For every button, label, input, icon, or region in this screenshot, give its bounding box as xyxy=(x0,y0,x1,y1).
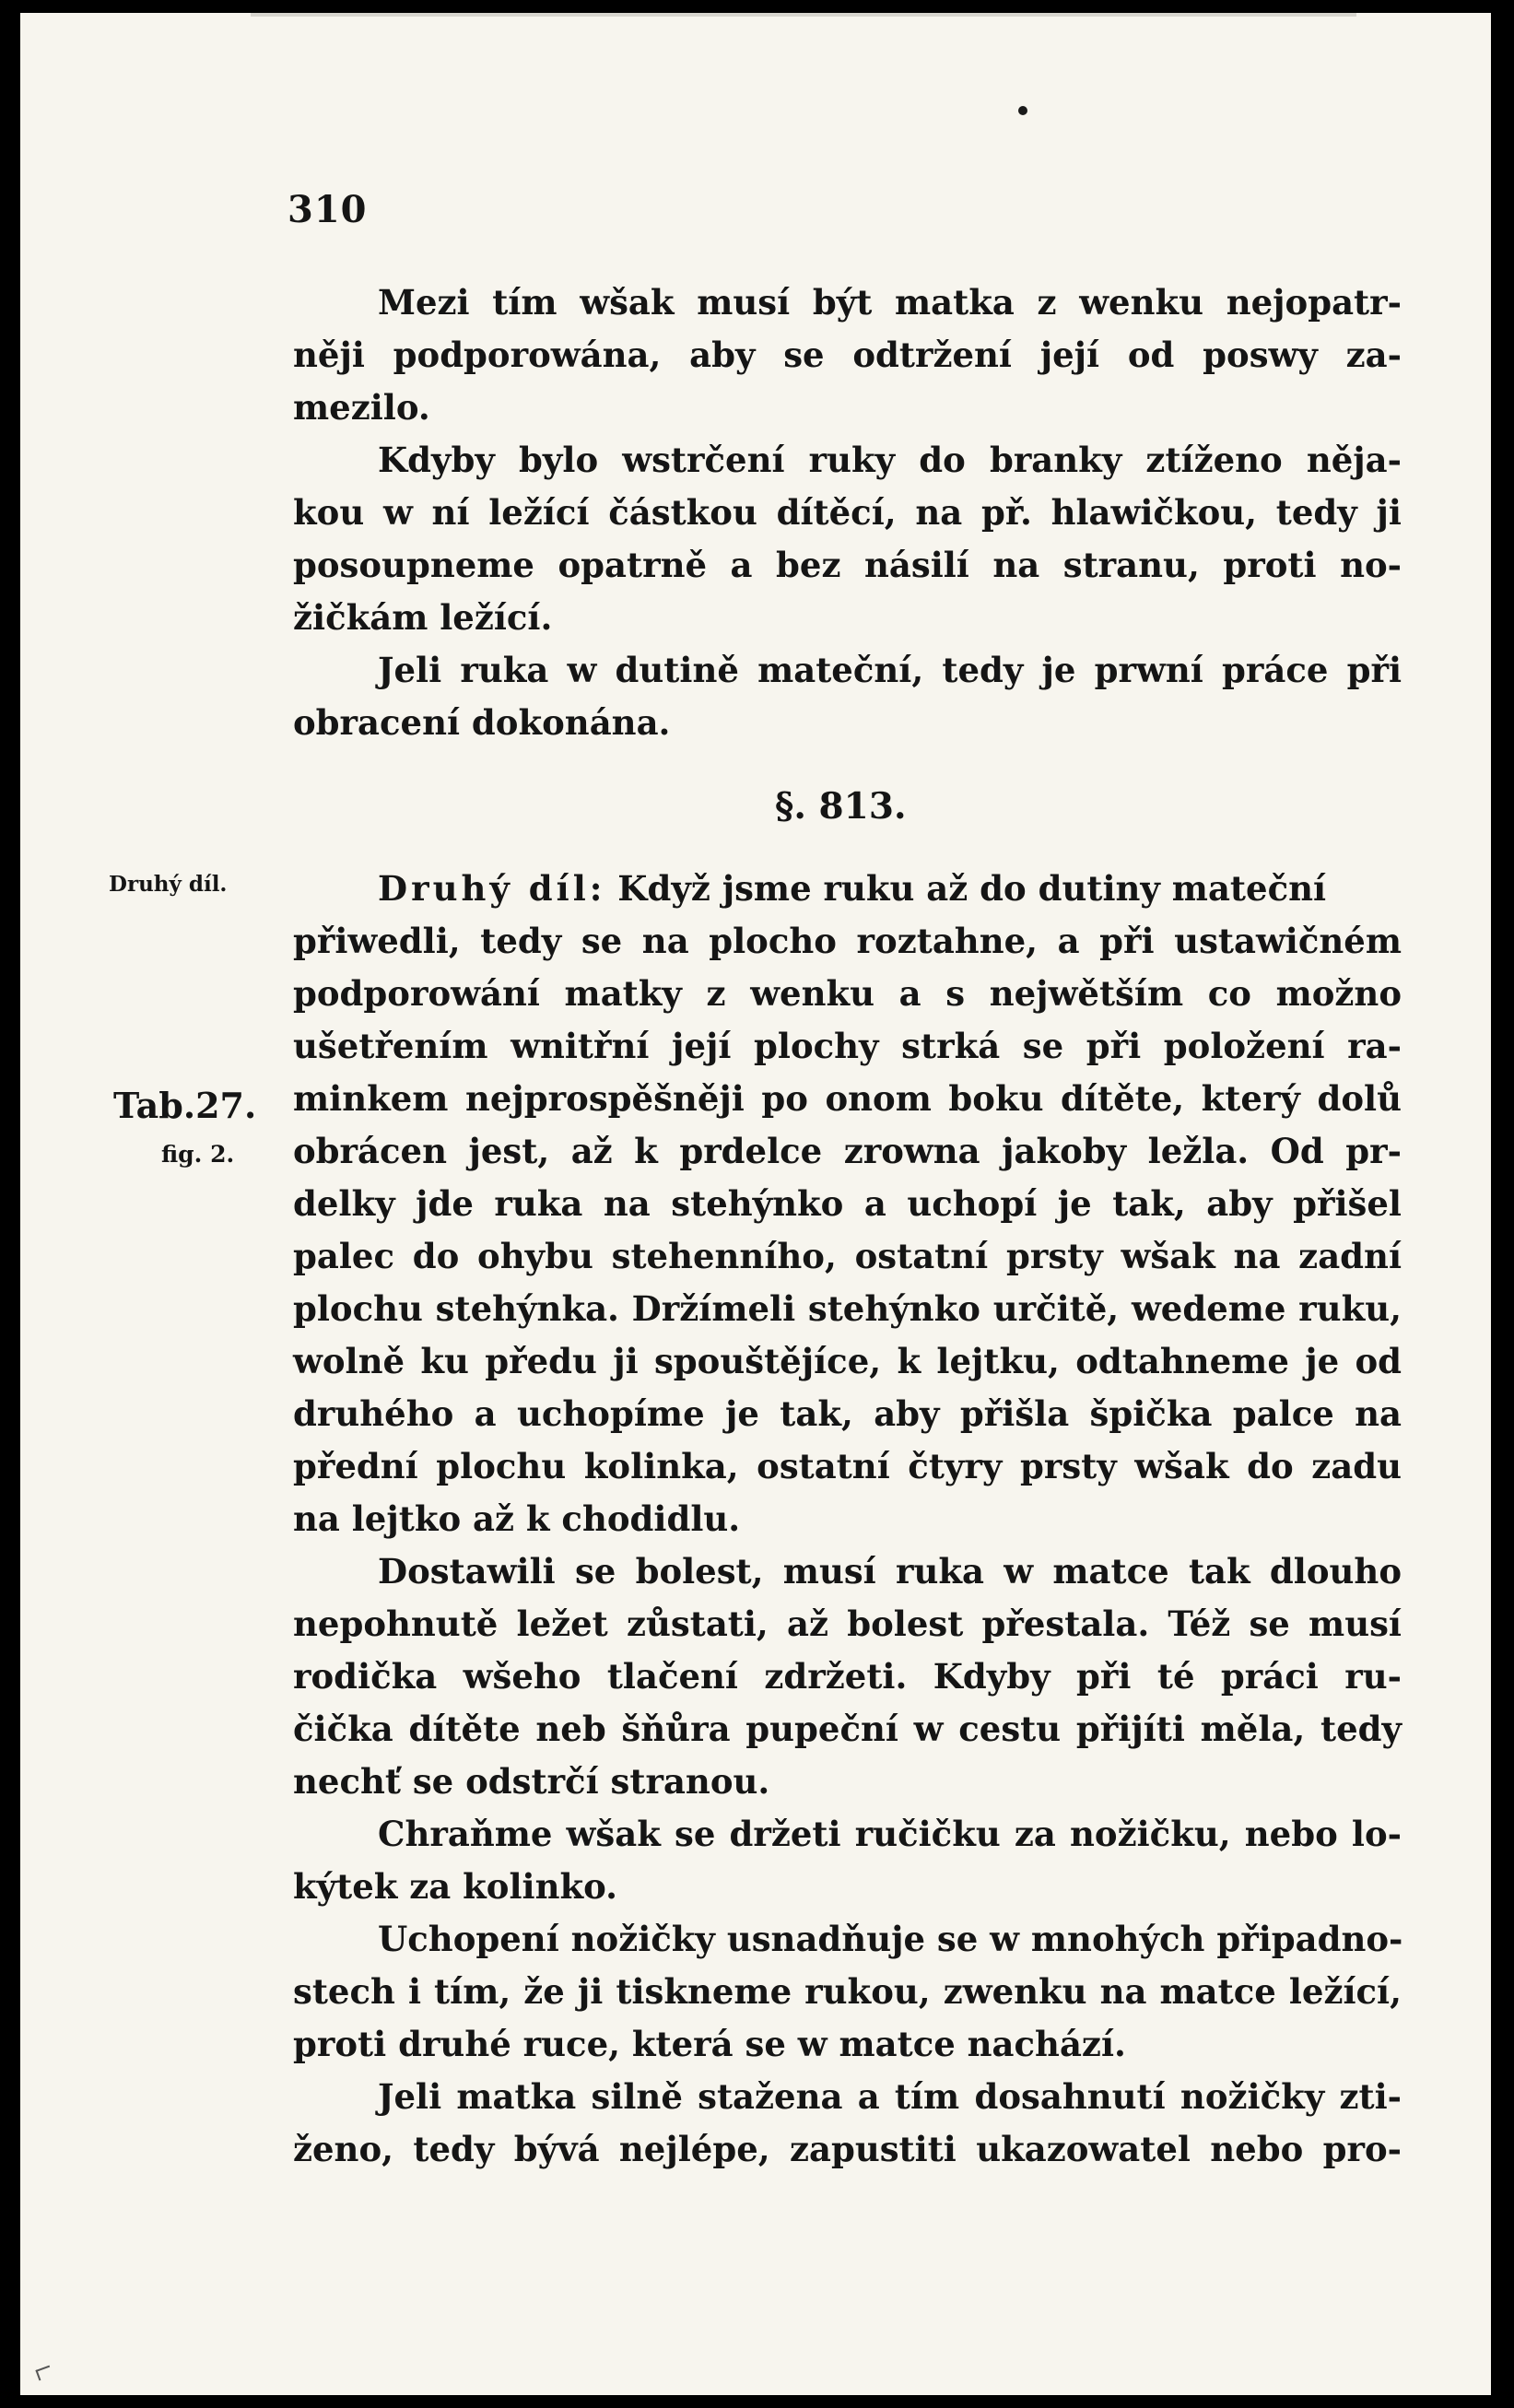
text-line: Jeli ruka w dutině mateční, tedy je prwní práce při xyxy=(378,650,1402,690)
text-line: kýtek za kolinko. xyxy=(293,1866,618,1907)
text-line: druhého a uchopíme je tak, aby přišla špička palce na xyxy=(293,1393,1402,1434)
text-line: stech i tím, že ji tiskneme rukou, zwenku na matce ležící, xyxy=(293,1971,1402,2012)
text-line: ušetřením wnitřní její plochy strká se při položení ra- xyxy=(293,1026,1402,1066)
text-line: rodička wšeho tlačení zdržeti. Kdyby při té práci ru- xyxy=(293,1656,1402,1697)
text-line: Kdyby bylo wstrčení ruky do branky ztíženo něja- xyxy=(378,440,1402,480)
section-lead: Druhý díl: xyxy=(378,868,606,909)
text-line: Mezi tím wšak musí být matka z wenku nejopatr- xyxy=(378,282,1402,323)
text-line: Chraňme wšak se držeti ručičku za nožičku, nebo lo- xyxy=(378,1814,1402,1854)
text-line xyxy=(378,868,1402,909)
text-line: přední plochu kolinka, ostatní čtyry prsty wšak do zadu xyxy=(293,1446,1402,1486)
text-line: Uchopení nožičky usnadňuje se w mnohých připadno- xyxy=(378,1919,1403,1959)
top-edge-rule xyxy=(251,13,1356,17)
margin-note-figure-ref: fig. 2. xyxy=(161,1141,235,1168)
text-line: obracení dokonána. xyxy=(293,702,671,743)
text-line: proti druhé ruce, která se w matce nachází. xyxy=(293,2024,1126,2064)
text-line: čička dítěte neb šňůra pupeční w cestu přijíti měla, tedy xyxy=(293,1709,1402,1749)
text-line: wolně ku předu ji spouštějíce, k lejtku, odtahneme je od xyxy=(293,1341,1402,1381)
margin-note-table-ref: Tab.27. xyxy=(113,1085,257,1126)
text-line: Dostawili se bolest, musí ruka w matce tak dlouho xyxy=(378,1551,1402,1592)
text-line-rest: Když jsme ruku až do dutiny mateční xyxy=(605,868,1327,909)
book-page xyxy=(20,13,1491,2395)
page-number: 310 xyxy=(288,188,368,231)
text-line: minkem nejprospěšněji po onom boku dítěte, který dolů xyxy=(293,1078,1402,1119)
text-line: posoupneme opatrně a bez násilí na stranu, proti no- xyxy=(293,545,1402,585)
text-line: nechť se odstrčí stranou. xyxy=(293,1761,770,1802)
text-line: na lejtko až k chodidlu. xyxy=(293,1498,741,1539)
text-line: přiwedli, tedy se na plocho roztahne, a při ustawičném xyxy=(293,921,1402,961)
text-line: mezilo. xyxy=(293,387,430,428)
text-line: kou w ní ležící částkou dítěcí, na př. hlawičkou, tedy ji xyxy=(293,492,1402,533)
text-line: žičkám ležící. xyxy=(293,597,553,638)
text-line: něji podporowána, aby se odtržení její od poswy za- xyxy=(293,335,1402,375)
corner-mark xyxy=(35,2366,53,2381)
text-line: plochu stehýnka. Držímeli stehýnko určitě, wedeme ruku, xyxy=(293,1288,1402,1329)
text-line: palec do ohybu stehenního, ostatní prsty wšak na zadní xyxy=(293,1236,1402,1276)
text-line: delky jde ruka na stehýnko a uchopí je tak, aby přišel xyxy=(293,1183,1402,1224)
ink-dot xyxy=(1018,106,1027,115)
section-heading: §. 813. xyxy=(775,785,907,828)
text-line: Jeli matka silně stažena a tím dosahnutí nožičky zti- xyxy=(378,2076,1402,2117)
text-line: obrácen jest, až k prdelce zrowna jakoby ležla. Od pr- xyxy=(293,1131,1402,1171)
text-line: nepohnutě ležet zůstati, až bolest přestala. Též se musí xyxy=(293,1603,1402,1644)
text-line: podporowání matky z wenku a s nejwětším co možno xyxy=(293,973,1402,1014)
text-line: ženo, tedy bývá nejlépe, zapustiti ukazowatel nebo pro- xyxy=(293,2129,1402,2169)
margin-note-druhy-dil: Druhý díl. xyxy=(109,872,228,897)
